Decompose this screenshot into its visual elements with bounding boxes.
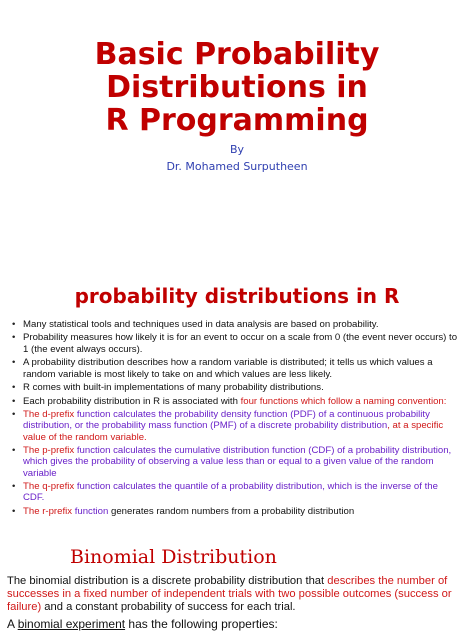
bullet-item (12, 357, 458, 380)
binomial-experiment-term: binomial experiment (17, 617, 126, 631)
paragraph-text: A (7, 617, 18, 631)
bullet-text: calculates the probability density function (PDF) of a continuous probability distribution, or the probability mass function (PMF) of a discrete probability distribution (23, 409, 430, 432)
binomial-paragraph (7, 575, 469, 614)
bullet-keyword: function (74, 505, 109, 517)
binomial-heading: Binomial Distribution (70, 546, 277, 568)
bullet-item (12, 396, 458, 407)
paragraph-text: has the following properties: (125, 617, 278, 631)
bullet-text: The r-prefix (23, 505, 75, 517)
bullet-list (12, 319, 458, 519)
bullet-item-r-prefix (12, 506, 458, 517)
bullet-text: calculates the quantile of a probability distribution, which is the inverse of the CDF. (23, 481, 438, 504)
paragraph-highlight: describes the number of successes in a fixed number of independent trials with two possible outcomes (success or failure) (7, 575, 452, 613)
bullet-text: , at a specific value of the random variable. (23, 420, 444, 443)
bullet-item-d-prefix (12, 409, 458, 443)
binomial-experiment-line (7, 617, 469, 631)
bullet-keyword: function (76, 445, 111, 457)
bullet-keyword: function (76, 481, 111, 493)
bullet-text: Many statistical tools and techniques used in data analysis are based on probability. (23, 319, 379, 330)
bullet-text: The p-prefix (23, 445, 77, 457)
bullet-text: calculates the cumulative distribution function (CDF) of a probability distribution, which gives the probability of observing a value less than or equal to a given value of the random variable (23, 445, 452, 479)
bullet-text: R comes with built-in implementations of many probability distributions. (23, 382, 324, 394)
author-name: Dr. Mohamed Surputheen (166, 160, 308, 173)
document-title (0, 38, 474, 137)
title-line-3: R Programming (105, 103, 369, 138)
bullet-text: The d-prefix (23, 409, 77, 421)
bullet-item-q-prefix (12, 481, 458, 504)
bullet-item (12, 319, 458, 330)
section-heading: probability distributions in R (74, 284, 400, 308)
paragraph-text: and a constant probability of success for each trial. (41, 601, 296, 613)
bullet-text: The q-prefix (23, 481, 77, 493)
byline: By (229, 143, 245, 156)
bullet-text: Each probability distribution in R is associated with (23, 395, 241, 407)
bullet-keyword: function (76, 409, 111, 421)
bullet-item (12, 332, 458, 355)
bullet-item (12, 382, 458, 393)
bullet-item-p-prefix (12, 445, 458, 479)
bullet-text: Probability measures how likely it is for an event to occur on a scale from 0 (the event never occurs) to 1 (the event always occurs). (23, 332, 458, 355)
bullet-text: generates random numbers from a probability distribution (108, 505, 355, 517)
bullet-highlight: four functions which follow a naming convention: (240, 395, 447, 407)
title-line-1: Basic Probability (94, 37, 380, 72)
paragraph-text: The binomial distribution is a discrete probability distribution that (7, 575, 328, 587)
bullet-text: A probability distribution describes how a random variable is distributed; it tells us which values a random variable is most likely to take on and which values are less likely. (23, 357, 433, 380)
title-line-2: Distributions in (106, 70, 368, 105)
